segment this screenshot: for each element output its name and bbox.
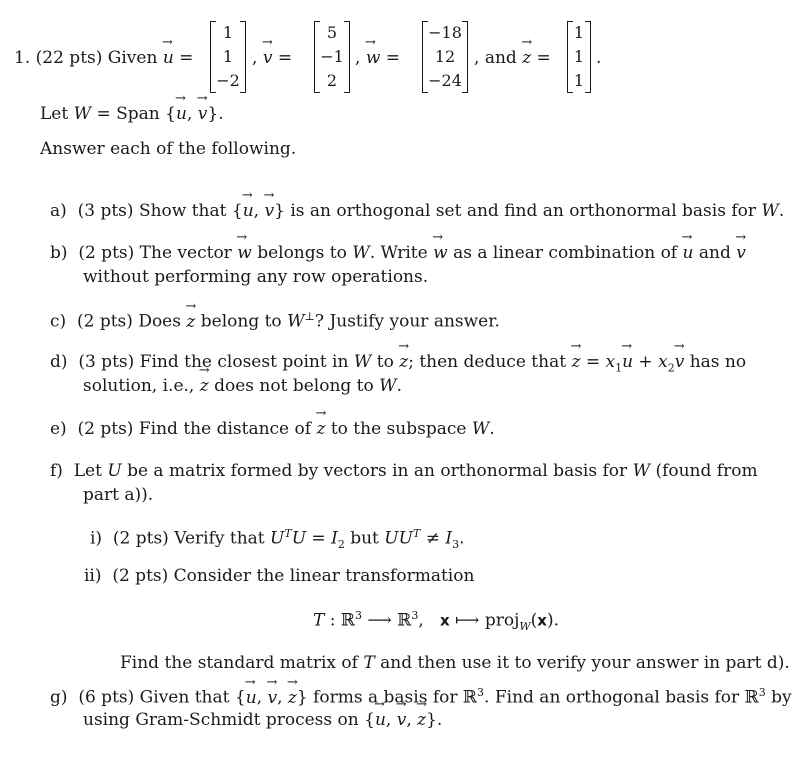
part-g-line2: using Gram-Schmidt process on {→ u, → v, → z}.	[83, 710, 442, 730]
part-g-line1: g) (6 pts) Given that {→ u, → v, → z} forms a basis for ℝ$^3$. Find an orthogonal basis for ℝ$^3$ by	[50, 686, 792, 708]
part-d-line1: d) (3 pts) Find the closest point in W to → z; then deduce that → $z = x_1\to u + x_2\to v$ has no	[50, 352, 746, 374]
transformation-formula: T : ℝ$^3$ ⟶ ℝ$^3$, x ⟼ proj$_W$(x).	[313, 609, 560, 634]
part-f-line1: f) Let U be a matrix formed by vectors in an orthonormal basis for W (found from	[50, 461, 758, 481]
w-eq: , → w =	[355, 48, 400, 68]
vector-w: −18 12 −24	[422, 21, 468, 93]
part-b-line1: b) (2 pts) The vector → w belongs to W. Write → w as a linear combination of → u and → v	[50, 243, 746, 263]
part-d-line2: solution, i.e., → z does not belong to W.	[83, 376, 402, 396]
part-c: c) (2 pts) Does → z belong to W⊥? Justify your answer.	[50, 310, 500, 332]
z-eq: , and → z =	[474, 48, 551, 68]
part-b-line2: without performing any row operations.	[83, 267, 429, 287]
part-a: a) (3 pts) Show that {→ u, → v} is an orthogonal set and find an orthonormal basis for W.	[50, 201, 784, 221]
problem-number: 1.	[14, 48, 31, 68]
vector-u: 1 1 −2	[210, 21, 246, 93]
problem-header: 1. (22 pts) Given → u =	[14, 48, 193, 68]
part-f-find: Find the standard matrix of T and then use it to verify your answer in part d).	[120, 653, 790, 673]
part-e: e) (2 pts) Find the distance of → z to the subspace W.	[50, 419, 495, 439]
part-f-i: i) (2 pts) Verify that $U^TU = I_2$ but $UU^T \ne I_3$.	[90, 527, 465, 552]
part-f-ii: ii) (2 pts) Consider the linear transformation	[84, 566, 475, 586]
answer-instruction: Answer each of the following.	[40, 139, 297, 159]
vector-v: 5 −1 2	[314, 21, 350, 93]
part-f-line2: part a)).	[83, 485, 154, 505]
v-eq: , → v =	[252, 48, 292, 68]
vector-z: 1 1 1	[567, 21, 591, 93]
problem-points: (22 pts) Given	[35, 48, 158, 68]
let-line: Let W = Span {→ u, → v}.	[40, 104, 224, 124]
